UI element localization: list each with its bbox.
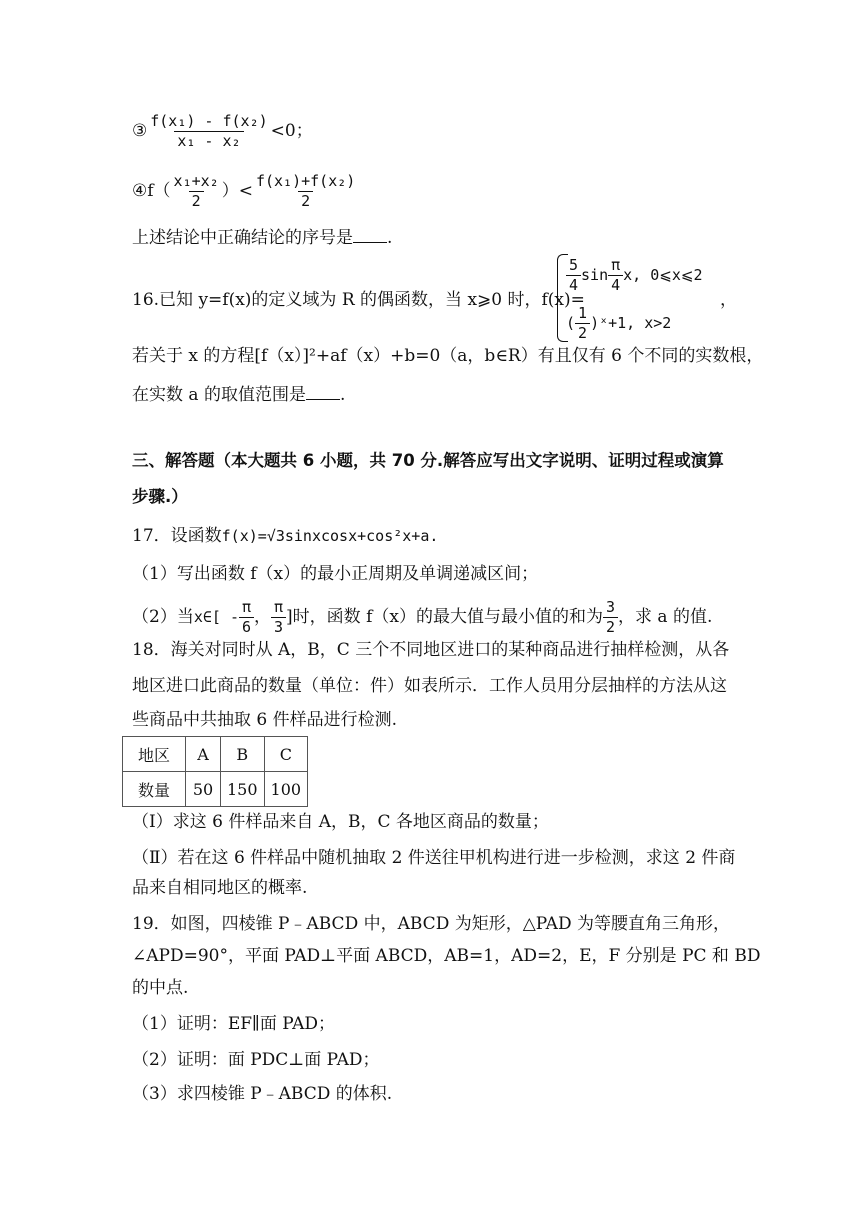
table-row [123,772,308,807]
section-3-title: 三、解答题（本大题共 6 小题，共 70 分.解答应写出文字说明、证明过程或演算 [132,451,724,470]
fraction-numerator: 3 [605,598,615,616]
table-cell: C [264,737,308,772]
q18-line-3: 些商品中共抽取 6 件样品进行检测. [132,710,398,730]
q15-item3-fraction [147,112,270,151]
q16-comma: ， [720,290,737,310]
fraction-denominator: 4 [608,275,623,295]
q15-item4-inner-fraction [171,172,222,211]
q18-line-1: 18．海关对同时从 A，B，C 三个不同地区进口的某种商品进行抽样检测，从各 [132,640,730,660]
pi-over-6 [239,598,254,637]
table-cell: 50 [186,772,221,807]
fraction-numerator: f(x₁)+f(x₂) [255,172,356,190]
q18-part-2: （Ⅱ）若在这 6 件样品中随机抽取 2 件送往甲机构进行进一步检测，求这 2 件商 [132,848,736,868]
q19-line-3: 的中点. [132,978,189,998]
region-quantity-table [122,736,308,807]
fraction-denominator: x₁ - x₂ [174,131,243,151]
table-cell: B [221,737,265,772]
q19-line-2: ∠APD=90°，平面 PAD⊥平面 ABCD，AB=1，AD=2，E，F 分别是 PC 和 BD [132,946,761,966]
fraction-denominator: 4 [566,275,581,295]
q16-case-1: $\frac{5}{4}$ sin $\frac{\pi}{4}$ x, 0⩽x⩽2 [566,256,702,295]
table-cell: 100 [264,772,308,807]
fraction-numerator: π [241,598,252,616]
fraction-denominator: 3 [271,617,286,637]
q17-lead: 17．设函数f(x)=√3sinxcosx+cos²x+a. [132,526,439,546]
table-cell: 地区 [123,737,186,772]
q16-case-2: ( $\frac{1}{2}$ )ˣ+1, x>2 [566,304,672,342]
fraction-denominator: 2 [575,323,590,343]
q15-item-4: ④f（ $\frac{\text{x₁+x₂}}{2}$ ）< $\frac{\text{f(x₁)+f(x₂)}}{2}$ [132,172,358,211]
q16-line-2: 若关于 x 的方程[f（x）]²+af（x）+b=0（a，b∈R）有且仅有 6 个不同的实数根， [132,346,764,366]
q16-line-3: 在实数 a 的取值范围是 . [132,381,345,407]
fraction-numerator: f(x₁) - f(x₂) [150,112,268,130]
answer-blank [306,381,340,400]
fraction-numerator: 1 [578,304,588,322]
three-halves [603,598,618,637]
pi-over-3 [271,598,286,637]
q19-part-3: （3）求四棱锥 P﹣ABCD 的体积. [132,1084,393,1104]
table-cell: 数量 [123,772,186,807]
q18-part-1: （Ⅰ）求这 6 件样品来自 A，B，C 各地区商品的数量； [132,812,549,832]
answer-blank [353,224,387,243]
fraction-denominator: 2 [603,617,618,637]
q19-part-2: （2）证明：面 PDC⊥面 PAD； [132,1050,380,1070]
q18-line-2: 地区进口此商品的数量（单位：件）如表所示．工作人员用分层抽样的方法从这 [132,676,727,696]
q15-item-3: ③ $\frac{\text{f(x₁) - f(x₂)}}{\text{x₁ - x₂}}$ <0； [132,112,313,150]
q17-part-1: （1）写出函数 f（x）的最小正周期及单调递减区间； [132,564,539,584]
q15-item4-fraction [253,172,358,211]
half-fraction [575,304,590,343]
table-row [123,737,308,772]
fraction-numerator: x₁+x₂ [173,172,219,190]
fraction-numerator: 5 [569,256,579,274]
fraction-numerator: π [611,256,621,274]
q16-lead: 16.已知 y=f(x)的定义域为 R 的偶函数，当 x⩾0 时，f(x)= [132,290,585,310]
coef-fraction [566,256,581,295]
q19-part-1: （1）证明：EF∥面 PAD； [132,1014,336,1034]
q17-part-2: （2）当x∈[ - $\frac{\pi}{6}$ ， $\frac{\pi}{3}$ ]时，函数 f（x）的最大值与最小值的和为 $\frac{3}{2}$ ，求 a 的值. [132,598,713,636]
q15-ask: 上述结论中正确结论的序号是 . [132,224,392,250]
q18-part-2-cont: 品来自相同地区的概率. [132,878,308,898]
fraction-denominator: 2 [189,191,204,211]
q19-line-1: 19．如图，四棱锥 P﹣ABCD 中，ABCD 为矩形，△PAD 为等腰直角三角形， [132,914,730,934]
fraction-denominator: 2 [298,191,313,211]
table-cell: 150 [221,772,265,807]
table-cell: A [186,737,221,772]
fraction-numerator: π [274,598,284,616]
pi-fraction [608,256,623,295]
q17-formula: f(x)=√3sinxcosx+cos²x+a. [221,527,439,545]
section-3-title-cont: 步骤.） [132,487,188,506]
fraction-denominator: 6 [239,617,254,637]
